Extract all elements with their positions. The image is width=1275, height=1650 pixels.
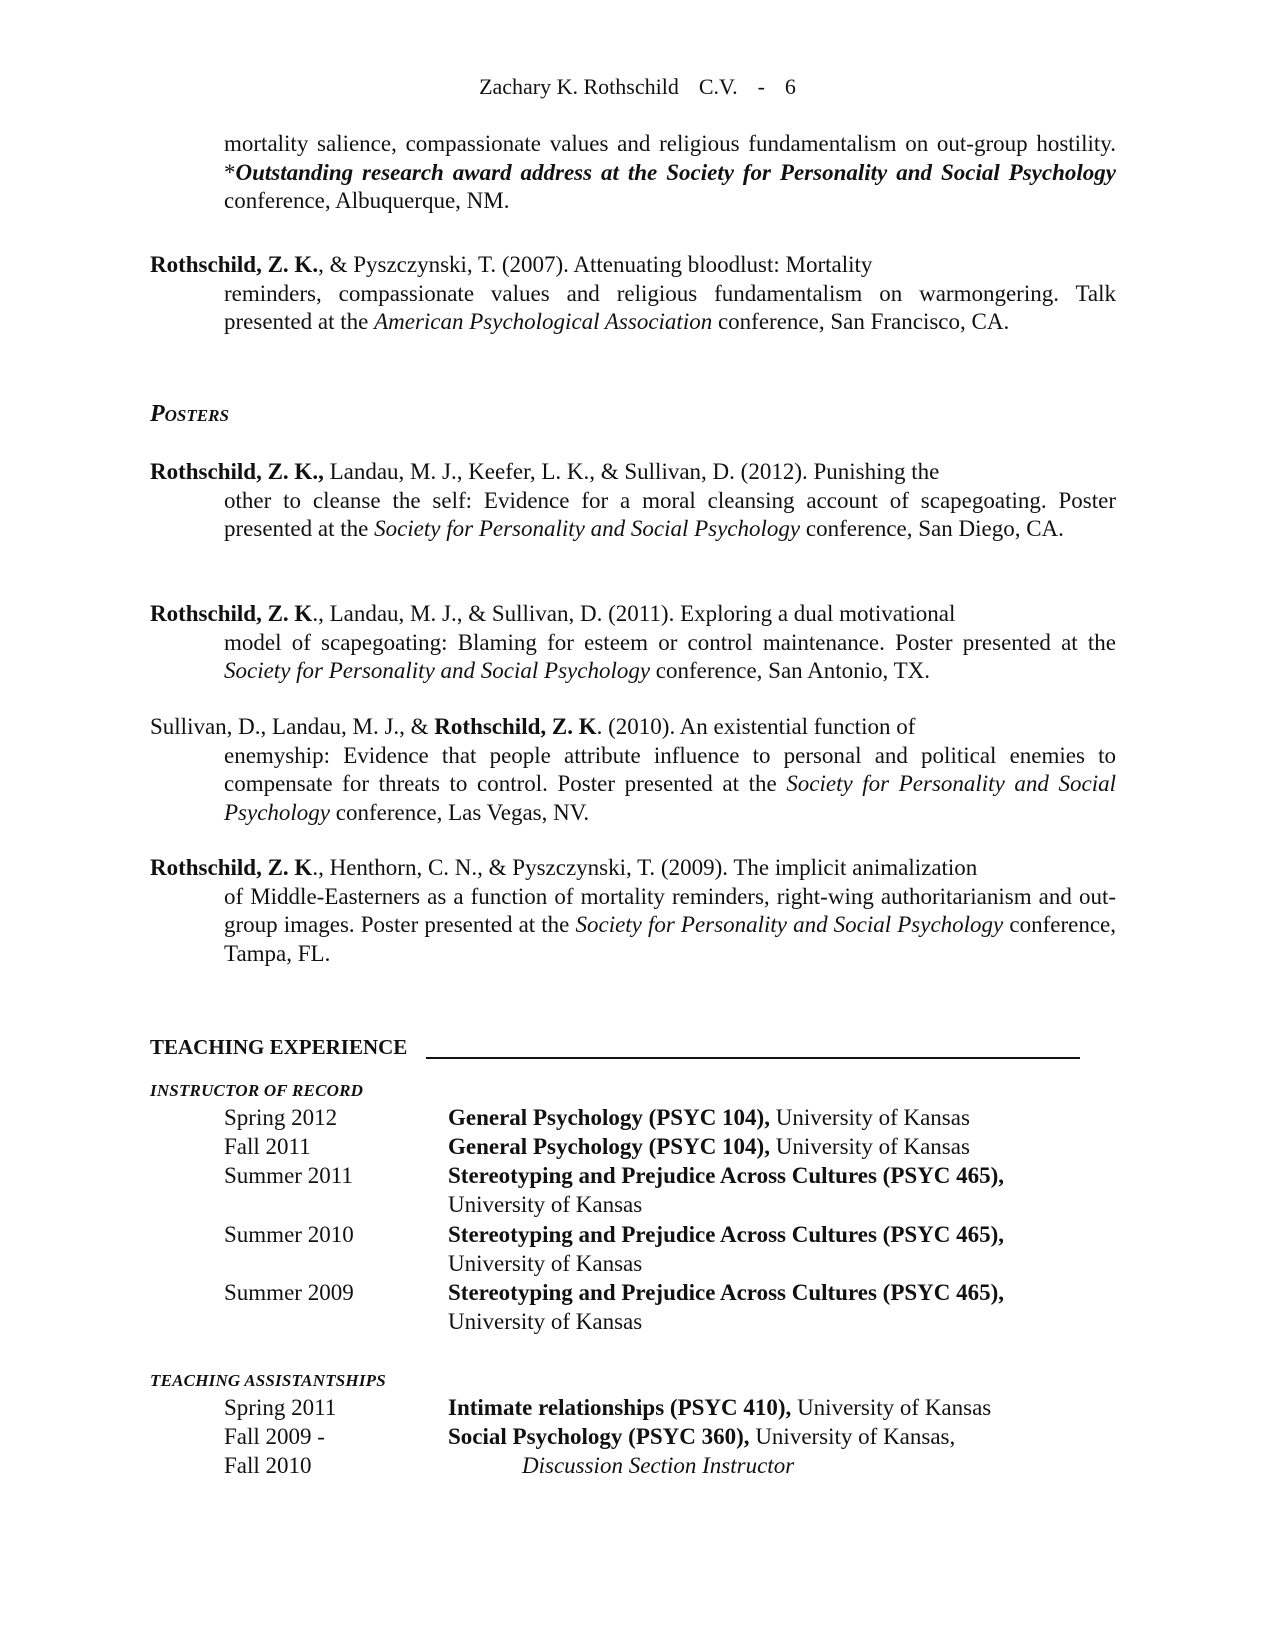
poster-text: other to cleanse the self: Evidence for a moral cleansing account of scapegoating. Poster presented at the xyxy=(224,487,1116,541)
poster-entry-text xyxy=(224,883,1116,969)
poster-text: of Middle-Easterners as a function of mortality reminders, right-wing authoritarianism and out-group images. Poster presented at the xyxy=(224,883,1116,937)
term: Summer 2011 xyxy=(224,1163,353,1188)
instructor-of-record-heading: INSTRUCTOR OF RECORD xyxy=(150,1081,364,1100)
venue-name: Society for Personality and Social Psychology xyxy=(374,516,801,541)
talk-entry xyxy=(150,251,1116,337)
talk-text: mortality salience, compassionate values and religious fundamentalism on out-group hostility. * xyxy=(224,131,1116,185)
course-title: Stereotyping and Prejudice Across Cultures (PSYC 465), xyxy=(448,1280,1005,1305)
header-separator: - xyxy=(757,74,765,99)
term: Fall 2011 xyxy=(224,1134,311,1159)
institution: University of Kansas xyxy=(769,1105,970,1130)
term xyxy=(224,1423,325,1480)
citation-text: . (2010). An existential function of xyxy=(596,714,916,739)
course-title: Social Psychology (PSYC 360), xyxy=(448,1424,750,1449)
course-cell xyxy=(448,1279,1088,1336)
poster-entry-text xyxy=(224,742,1116,828)
institution: University of Kansas xyxy=(791,1395,992,1420)
poster-text-end: conference, San Antonio, TX. xyxy=(650,658,931,683)
poster-entry xyxy=(150,713,1116,827)
talk-text-end: conference, San Francisco, CA. xyxy=(712,309,1010,334)
institution: University of Kansas, xyxy=(749,1424,956,1449)
citation-text: ., Henthorn, C. N., & Pyszczynski, T. (2009). The implicit animalization xyxy=(312,855,978,880)
talk-first-line xyxy=(150,251,1116,280)
poster-first-line xyxy=(150,600,1116,629)
poster-first-line xyxy=(150,854,1116,883)
term: Summer 2010 xyxy=(224,1222,354,1247)
talk-entry-text xyxy=(224,280,1116,337)
course-title: Intimate relationships (PSYC 410), xyxy=(448,1395,792,1420)
citation-text: , & Pyszczynski, T. (2007). Attenuating bloodlust: Mortality xyxy=(318,252,873,277)
teaching-experience-heading: TEACHING EXPERIENCE xyxy=(150,1035,408,1059)
header-name: Zachary K. Rothschild xyxy=(479,74,679,99)
term: Spring 2012 xyxy=(224,1105,338,1130)
term: Spring 2011 xyxy=(224,1395,337,1420)
poster-text: enemyship: Evidence that people attribute influence to personal and political enemies to compensate for threats to control. Poster presented at the xyxy=(224,742,1116,796)
citation-authors: Sullivan, D., Landau, M. J., & xyxy=(150,714,435,739)
citation-text: Landau, M. J., Keefer, L. K., & Sullivan, D. (2012). Punishing the xyxy=(323,459,940,484)
award-note: Outstanding research award address at the Society for Personality and Social Psychology xyxy=(235,159,1116,185)
poster-entry-text xyxy=(224,487,1116,544)
poster-text-end: conference, Las Vegas, NV. xyxy=(330,799,590,825)
poster-entry xyxy=(150,600,1116,686)
course-cell xyxy=(448,1221,1088,1278)
course-title: Stereotyping and Prejudice Across Cultures (PSYC 465), xyxy=(448,1222,1005,1247)
course-cell xyxy=(448,1133,1088,1162)
talk-text: reminders, compassionate values and religious fundamentalism on warmongering. Talk presented at the xyxy=(224,280,1116,334)
course-cell xyxy=(448,1162,1088,1219)
talk-entry-text xyxy=(224,130,1116,216)
course-title: Stereotyping and Prejudice Across Cultures (PSYC 465), xyxy=(448,1163,1005,1188)
teaching-assistantships-heading: TEACHING ASSISTANTSHIPS xyxy=(150,1371,386,1390)
talk-entry xyxy=(150,130,1116,216)
institution: University of Kansas xyxy=(448,1308,643,1334)
course-cell xyxy=(448,1104,1088,1133)
term: Summer 2009 xyxy=(224,1280,354,1305)
institution: University of Kansas xyxy=(769,1134,970,1159)
course-cell xyxy=(448,1394,1088,1423)
posters-heading: Posters xyxy=(150,401,229,427)
institution: University of Kansas xyxy=(448,1191,643,1217)
course-cell xyxy=(448,1423,1088,1480)
citation-text: ., Landau, M. J., & Sullivan, D. (2011). Exploring a dual motivational xyxy=(312,601,956,626)
venue-name: Society for Personality and Social Psychology xyxy=(224,771,1116,825)
course-title: General Psychology (PSYC 104), xyxy=(448,1105,770,1130)
institution: University of Kansas xyxy=(448,1250,643,1276)
page-header xyxy=(0,73,1275,101)
header-doc: C.V. xyxy=(698,74,738,99)
venue-name: American Psychological Association xyxy=(374,309,713,334)
poster-text-end: conference, Tampa, FL. xyxy=(224,912,1116,966)
term-start: Fall 2009 - xyxy=(224,1424,325,1449)
poster-text-end: conference, San Diego, CA. xyxy=(800,516,1064,541)
poster-first-line xyxy=(150,458,1116,487)
role-note: Discussion Section Instructor xyxy=(522,1452,795,1478)
talk-text-end: conference, Albuquerque, NM. xyxy=(224,188,510,213)
course-title: General Psychology (PSYC 104), xyxy=(448,1134,770,1159)
poster-text: model of scapegoating: Blaming for esteem or control maintenance. Poster presented at the xyxy=(224,629,1116,655)
header-page-number: 6 xyxy=(784,74,796,99)
section-rule xyxy=(426,1057,1080,1059)
author-self: Rothschild, Z. K xyxy=(150,601,313,626)
venue-name: Society for Personality and Social Psychology xyxy=(575,912,1004,937)
author-self: Rothschild, Z. K., xyxy=(150,459,324,484)
poster-entry xyxy=(150,854,1116,968)
author-self: Rothschild, Z. K xyxy=(150,855,313,880)
poster-entry xyxy=(150,458,1116,544)
poster-first-line xyxy=(150,713,1116,742)
author-self: Rothschild, Z. K. xyxy=(150,252,319,277)
term-end: Fall 2010 xyxy=(224,1452,312,1478)
poster-entry-text xyxy=(224,629,1116,686)
author-self: Rothschild, Z. K xyxy=(434,714,597,739)
venue-name: Society for Personality and Social Psychology xyxy=(224,658,651,683)
